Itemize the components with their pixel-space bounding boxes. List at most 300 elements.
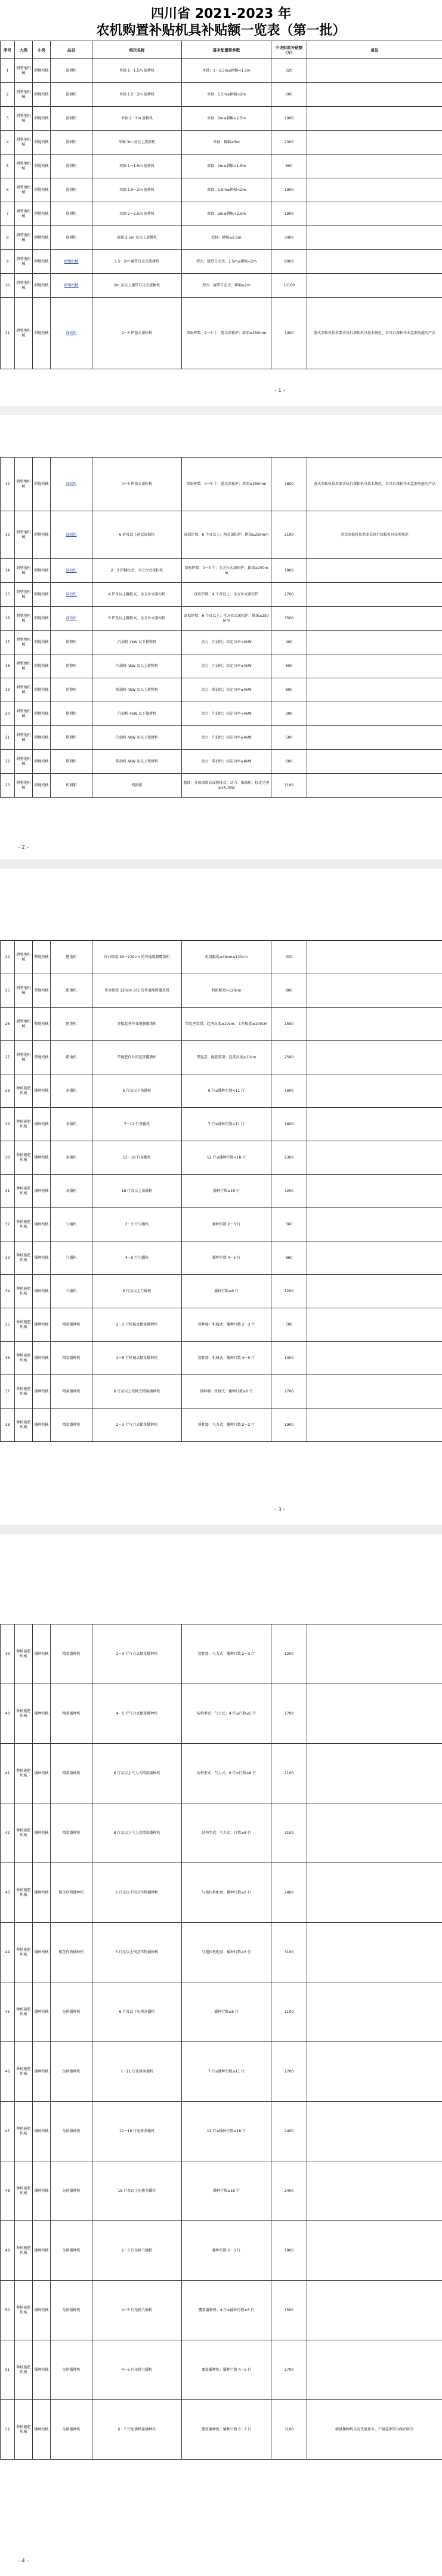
category-cell: 种植施肥机械 xyxy=(15,2340,33,2400)
item-cell: 深松机 xyxy=(51,607,92,631)
table-row xyxy=(1,1141,442,1175)
row-index-cell: 45 xyxy=(1,1982,15,2042)
category-cell: 种植施肥机械 xyxy=(15,1803,33,1863)
category-cell: 耕整地机械 xyxy=(15,702,33,726)
category-cell: 种植施肥机械 xyxy=(15,2161,33,2221)
table-row xyxy=(1,1308,442,1342)
config-params-cell: 与拖拉机配套；播种行数≤2 行 xyxy=(182,1863,271,1923)
subsidy-table-page4 xyxy=(0,1624,442,2460)
grade-name-cell: 宽幅起垄作业地膜覆盖机 xyxy=(92,1008,182,1041)
item-cell: 精量播种机 xyxy=(51,1744,92,1803)
category-cell: 种植施肥机械 xyxy=(15,2042,33,2102)
remarks-cell xyxy=(307,941,442,974)
grade-name-cell: 汽油机 4kW 以下耕整机 xyxy=(92,631,182,654)
subcategory-cell: 整地机械 xyxy=(33,1008,51,1041)
config-params-cell: 播种行数≥18 行 xyxy=(182,1175,271,1208)
header-cell: 小类 xyxy=(33,41,51,59)
config-params-cell: 12 行≤播种行数≤18 行 xyxy=(182,2102,271,2161)
category-cell: 种植施肥机械 xyxy=(15,1982,33,2042)
remarks-cell xyxy=(307,678,442,702)
grade-name-cell: 6～7 行免耕精量播种机 xyxy=(92,2400,182,2460)
subsidy-amount-cell: 1900 xyxy=(271,2221,307,2281)
table-row xyxy=(1,559,442,583)
page-number: - 4 - xyxy=(18,2558,29,2564)
row-index-cell: 25 xyxy=(1,974,15,1008)
grade-name-cell: 双轴 1～1.5m 旋耕机 xyxy=(92,155,182,178)
row-index-cell: 26 xyxy=(1,1008,15,1041)
subcategory-cell: 耕地机械 xyxy=(33,226,51,250)
row-index-cell: 34 xyxy=(1,1275,15,1308)
subsidy-amount-cell: 1700 xyxy=(271,1684,307,1744)
config-params-cell: 排种器：机械式；播种行数≥6 行 xyxy=(182,1375,271,1409)
subsidy-amount-cell: 2700 xyxy=(271,1375,307,1409)
document-page-2 xyxy=(0,415,442,859)
config-params-cell: 单轴；1.5m≤耕幅<2m xyxy=(182,83,271,107)
config-params-cell: 单轴；1～1.5m≤耕幅<1.5m xyxy=(182,59,271,83)
grade-name-cell: 2～3 行免耕穴播机 xyxy=(92,2221,182,2281)
grade-name-cell: 单轴 1.5～2m 旋耕机 xyxy=(92,83,182,107)
subcategory-cell: 耕地机械 xyxy=(33,607,51,631)
subsidy-amount-cell: 600 xyxy=(271,155,307,178)
subsidy-amount-cell: 800 xyxy=(271,974,307,1008)
item-cell: 条播机 xyxy=(51,1108,92,1141)
category-cell: 种植施肥机械 xyxy=(15,1108,33,1141)
document-page-4 xyxy=(0,1534,442,2576)
category-cell: 种植施肥机械 xyxy=(15,2281,33,2340)
subsidy-amount-cell: 1100 xyxy=(271,774,307,798)
subcategory-cell: 播种机械 xyxy=(33,1308,51,1342)
item-cell: 耙地机 xyxy=(51,1008,92,1041)
category-cell: 种植施肥机械 xyxy=(15,1744,33,1803)
remarks-cell: 凿式深松机技术要求执行深松机具技术规范，含具有深松作业监测功能的产品 xyxy=(307,458,442,511)
config-params-cell: 深松铲数：4～5 个；凿式深松铲；耕深≥250mm xyxy=(182,458,271,511)
table-row xyxy=(1,607,442,631)
subcategory-cell: 耕地机械 xyxy=(33,178,51,202)
item-cell: 深松机 xyxy=(51,583,92,607)
item-cell: 根茎作物播种机 xyxy=(51,1863,92,1923)
config-params-cell: 型式：履带自走式；耕幅≥2m xyxy=(182,274,271,298)
item-cell: 机耕船 xyxy=(51,774,92,798)
grade-name-cell: 2～3 行机械式精量播种机 xyxy=(92,1308,182,1342)
row-index-cell: 44 xyxy=(1,1923,15,1982)
category-cell: 种植施肥机械 xyxy=(15,1409,33,1442)
row-index-cell: 19 xyxy=(1,678,15,702)
grade-name-cell: 2～3 行气力式精量播种机 xyxy=(92,1624,182,1684)
subsidy-table-page2 xyxy=(0,457,442,798)
item-cell: 穴播机 xyxy=(51,1208,92,1241)
page-number: - 3 - xyxy=(274,1507,285,1513)
subsidy-amount-cell: 6000 xyxy=(271,250,307,274)
row-index-cell: 6 xyxy=(1,178,15,202)
config-params-cell: 排种器：机械式；播种行数 2～3 行 xyxy=(182,1308,271,1342)
subsidy-amount-cell: 3400 xyxy=(271,226,307,250)
category-cell: 耕整地机械 xyxy=(15,559,33,583)
table-row xyxy=(1,702,442,726)
document-page-1 xyxy=(0,0,442,406)
item-cell: 免耕播种机 xyxy=(51,2161,92,2221)
config-params-cell: 动力：汽油机；标定功率<4kW xyxy=(182,702,271,726)
grade-name-cell: 6 行及以上穴播机 xyxy=(92,1275,182,1308)
item-cell: 深松机 xyxy=(51,559,92,583)
table-row xyxy=(1,274,442,298)
subsidy-amount-cell: 1900 xyxy=(271,559,307,583)
subsidy-table-page3 xyxy=(0,940,442,1442)
category-cell: 耕整地机械 xyxy=(15,458,33,511)
item-cell: 耕整机 xyxy=(51,631,92,654)
document-page-3 xyxy=(0,869,442,1525)
table-row xyxy=(1,2281,442,2340)
config-params-cell: 覆盖播种机；4 行≤播种行数≤5 行 xyxy=(182,2281,271,2340)
remarks-cell xyxy=(307,2281,442,2340)
header-cell: 序号 xyxy=(1,41,15,59)
row-index-cell: 27 xyxy=(1,1041,15,1074)
table-row xyxy=(1,202,442,226)
item-cell: 微耕机 xyxy=(51,726,92,750)
remarks-cell xyxy=(307,274,442,298)
grade-name-cell: 7～11 行免耕条播机 xyxy=(92,2042,182,2102)
category-cell: 耕整地机械 xyxy=(15,250,33,274)
subsidy-amount-cell: 600 xyxy=(271,654,307,678)
item-cell: 旋耕机 xyxy=(51,178,92,202)
subcategory-cell: 耕地机械 xyxy=(33,59,51,83)
subsidy-amount-cell: 3100 xyxy=(271,1923,307,1982)
row-index-cell: 2 xyxy=(1,83,15,107)
category-cell: 耕整地机械 xyxy=(15,107,33,131)
row-index-cell: 30 xyxy=(1,1141,15,1175)
category-cell: 耕整地机械 xyxy=(15,774,33,798)
header-cell: 备注 xyxy=(307,41,442,59)
row-index-cell: 16 xyxy=(1,607,15,631)
subcategory-cell: 耕地机械 xyxy=(33,274,51,298)
subcategory-cell: 耕地机械 xyxy=(33,250,51,274)
grade-name-cell: 4 铲及以上翻松式、全方位式深松机 xyxy=(92,583,182,607)
page-gap xyxy=(0,406,442,415)
subcategory-cell: 耕地机械 xyxy=(33,559,51,583)
table-row xyxy=(1,941,442,974)
category-cell: 耕整地机械 xyxy=(15,83,33,107)
item-cell: 免耕播种机 xyxy=(51,2221,92,2281)
remarks-cell xyxy=(307,2221,442,2281)
subcategory-cell: 耕地机械 xyxy=(33,511,51,559)
page-gap xyxy=(0,1525,442,1534)
grade-name-cell: 18 行及以上免耕条播机 xyxy=(92,2161,182,2221)
category-cell: 种植施肥机械 xyxy=(15,1342,33,1375)
subsidy-amount-cell: 2300 xyxy=(271,1141,307,1175)
row-index-cell: 10 xyxy=(1,274,15,298)
subsidy-amount-cell: 320 xyxy=(271,941,307,974)
config-params-cell: 播种行数 4～5 行 xyxy=(182,1241,271,1275)
table-row xyxy=(1,1008,442,1041)
table-row xyxy=(1,1803,442,1863)
table-row xyxy=(1,2161,442,2221)
subcategory-cell: 播种机械 xyxy=(33,1141,51,1175)
grade-name-cell: 8 行及以上气力式精量播种机 xyxy=(92,1803,182,1863)
subcategory-cell: 耕地机械 xyxy=(33,83,51,107)
config-params-cell: 带起垄、施肥装置；起垄高度≥10cm xyxy=(182,1041,271,1074)
table-row xyxy=(1,750,442,774)
remarks-cell xyxy=(307,654,442,678)
item-cell: 旋耕机 xyxy=(51,107,92,131)
table-row xyxy=(1,83,442,107)
page-number: - 1 - xyxy=(274,388,285,394)
category-cell: 耕整地机械 xyxy=(15,59,33,83)
category-cell: 耕整地机械 xyxy=(15,941,33,974)
remarks-cell xyxy=(307,178,442,202)
remarks-cell xyxy=(307,202,442,226)
row-index-cell: 18 xyxy=(1,654,15,678)
table-row xyxy=(1,107,442,131)
subsidy-amount-cell: 500 xyxy=(271,726,307,750)
subsidy-amount-cell: 1000 xyxy=(271,107,307,131)
remarks-cell xyxy=(307,1684,442,1744)
config-params-cell: 双轴；1.5m≤耕幅<2m xyxy=(182,178,271,202)
category-cell: 耕整地机械 xyxy=(15,654,33,678)
grade-name-cell: 4～5 行气力式精量播种机 xyxy=(92,1684,182,1744)
row-index-cell: 29 xyxy=(1,1108,15,1141)
category-cell: 耕整地机械 xyxy=(15,298,33,369)
item-cell: 旋耕机 xyxy=(51,202,92,226)
row-index-cell: 49 xyxy=(1,2221,15,2281)
category-cell: 耕整地机械 xyxy=(15,1041,33,1074)
category-cell: 种植施肥机械 xyxy=(15,1684,33,1744)
item-cell: 免耕播种机 xyxy=(51,1982,92,2042)
subcategory-cell: 耕地机械 xyxy=(33,155,51,178)
row-index-cell: 21 xyxy=(1,726,15,750)
grade-name-cell: 汽油机 4kW 以下微耕机 xyxy=(92,702,182,726)
category-cell: 种植施肥机械 xyxy=(15,1275,33,1308)
category-cell: 种植施肥机械 xyxy=(15,2400,33,2460)
config-params-cell: 动力：柴油机；标定功率≥4kW xyxy=(182,750,271,774)
remarks-cell xyxy=(307,750,442,774)
remarks-cell xyxy=(307,1175,442,1208)
item-cell: 耙地机 xyxy=(51,974,92,1008)
table-row xyxy=(1,59,442,83)
subcategory-cell: 播种机械 xyxy=(33,1175,51,1208)
subsidy-amount-cell: 1100 xyxy=(271,1982,307,2042)
subcategory-cell: 耕地机械 xyxy=(33,702,51,726)
remarks-cell xyxy=(307,1074,442,1108)
subcategory-cell: 耕地机械 xyxy=(33,107,51,131)
table-row xyxy=(1,1342,442,1375)
category-cell: 耕整地机械 xyxy=(15,226,33,250)
category-cell: 耕整地机械 xyxy=(15,131,33,155)
remarks-cell xyxy=(307,1342,442,1375)
subsidy-amount-cell: 1900 xyxy=(271,202,307,226)
item-cell: 旋耕机 xyxy=(51,131,92,155)
subsidy-amount-cell: 300 xyxy=(271,702,307,726)
category-cell: 耕整地机械 xyxy=(15,511,33,559)
item-cell: 穴播机 xyxy=(51,1275,92,1308)
remarks-cell xyxy=(307,726,442,750)
subcategory-cell: 耕地机械 xyxy=(33,631,51,654)
subsidy-amount-cell: 1600 xyxy=(271,458,307,511)
remarks-cell xyxy=(307,131,442,155)
table-row xyxy=(1,1108,442,1141)
grade-name-cell: 2～3 行穴播机 xyxy=(92,1208,182,1241)
table-row xyxy=(1,1684,442,1744)
item-cell: 精量播种机 xyxy=(51,1342,92,1375)
header-cell: 品目 xyxy=(51,41,92,59)
row-index-cell: 14 xyxy=(1,559,15,583)
remarks-cell: 凿式深松机技术要求执行深松机具技术规范，含具有深松作业监测功能的产品 xyxy=(307,298,442,369)
item-cell: 条播机 xyxy=(51,1141,92,1175)
remarks-cell xyxy=(307,774,442,798)
remarks-cell xyxy=(307,59,442,83)
config-params-cell: 深松铲数：6 个及以上；全方位式深松铲；耕深≥250mm xyxy=(182,607,271,631)
config-params-cell: 双轴；1m≤耕幅<1.5m xyxy=(182,155,271,178)
item-cell: 精量播种机 xyxy=(51,1803,92,1863)
category-cell: 耕整地机械 xyxy=(15,974,33,1008)
row-index-cell: 41 xyxy=(1,1744,15,1803)
subsidy-amount-cell: 600 xyxy=(271,750,307,774)
table-row xyxy=(1,131,442,155)
subcategory-cell: 播种机械 xyxy=(33,1275,51,1308)
grade-name-cell: 4～5 行穴播机 xyxy=(92,1241,182,1275)
subsidy-amount-cell: 1600 xyxy=(271,1074,307,1108)
row-index-cell: 52 xyxy=(1,2400,15,2460)
remarks-cell xyxy=(307,2102,442,2161)
grade-name-cell: 汽油机 4kW 及以上耕整机 xyxy=(92,654,182,678)
table-row xyxy=(1,1923,442,1982)
row-index-cell: 20 xyxy=(1,702,15,726)
grade-name-cell: 4～5 铲凿式深松机 xyxy=(92,458,182,511)
grade-name-cell: 6 铲及以上翻松式、全方位式深松机 xyxy=(92,607,182,631)
row-index-cell: 1 xyxy=(1,59,15,83)
remarks-cell xyxy=(307,2340,442,2400)
category-cell: 耕整地机械 xyxy=(15,155,33,178)
config-params-cell: 覆盖播种机；播种行数 4～5 行 xyxy=(182,2340,271,2400)
table-row xyxy=(1,774,442,798)
row-index-cell: 11 xyxy=(1,298,15,369)
config-params-cell: 深松铲数：2～3 个；凿式深松铲；耕深≥250mm xyxy=(182,298,271,369)
subsidy-amount-cell: 2300 xyxy=(271,131,307,155)
item-cell: 深松机 xyxy=(51,298,92,369)
config-params-cell: 动力：汽油机；标定功率<4kW xyxy=(182,631,271,654)
grade-name-cell: 汽油机 4kW 及以上微耕机 xyxy=(92,726,182,750)
category-cell: 种植施肥机械 xyxy=(15,2221,33,2281)
subcategory-cell: 播种机械 xyxy=(33,2221,51,2281)
row-index-cell: 22 xyxy=(1,750,15,774)
config-params-cell: 单轴；耕幅≥3m xyxy=(182,131,271,155)
subsidy-amount-cell: 600 xyxy=(271,83,307,107)
subsidy-amount-cell: 1900 xyxy=(271,1409,307,1442)
grade-name-cell: 3 行及以上根茎作物播种机 xyxy=(92,1923,182,1982)
grade-name-cell: 4～5 行免耕穴播机 xyxy=(92,2340,182,2400)
subcategory-cell: 耕地机械 xyxy=(33,750,51,774)
grade-name-cell: 2m 及以上履带自走式旋耕机 xyxy=(92,274,182,298)
subcategory-cell: 播种机械 xyxy=(33,2400,51,2460)
remarks-cell xyxy=(307,2161,442,2221)
subcategory-cell: 播种机械 xyxy=(33,1803,51,1863)
table-row xyxy=(1,1409,442,1442)
table-row xyxy=(1,1624,442,1684)
grade-name-cell: 双轴 2～2.5m 旋耕机 xyxy=(92,202,182,226)
subcategory-cell: 播种机械 xyxy=(33,1982,51,2042)
row-index-cell: 13 xyxy=(1,511,15,559)
grade-name-cell: 6 铲及以上凿式深松机 xyxy=(92,511,182,559)
table-row xyxy=(1,2042,442,2102)
remarks-cell xyxy=(307,1008,442,1041)
table-row xyxy=(1,654,442,678)
item-cell: 旋耕机 xyxy=(51,226,92,250)
grade-name-cell: 单轴 3m 及以上旋耕机 xyxy=(92,131,182,155)
subcategory-cell: 播种机械 xyxy=(33,1108,51,1141)
category-cell: 种植施肥机械 xyxy=(15,1241,33,1275)
category-cell: 种植施肥机械 xyxy=(15,1141,33,1175)
subcategory-cell: 播种机械 xyxy=(33,1074,51,1108)
row-index-cell: 40 xyxy=(1,1684,15,1744)
grade-name-cell: 单轴 1～1.5m 旋耕机 xyxy=(92,59,182,83)
category-cell: 耕整地机械 xyxy=(15,583,33,607)
category-cell: 种植施肥机械 xyxy=(15,1308,33,1342)
subsidy-amount-cell: 2100 xyxy=(271,511,307,559)
config-params-cell: 播种行数≤6 行 xyxy=(182,1982,271,2042)
item-cell: 微耕机 xyxy=(51,750,92,774)
table-row xyxy=(1,1375,442,1409)
grade-name-cell: 6 行及以下条播机 xyxy=(92,1074,182,1108)
item-cell: 旋耕机 xyxy=(51,155,92,178)
row-index-cell: 12 xyxy=(1,458,15,511)
header-cell: 大类 xyxy=(15,41,33,59)
table-row xyxy=(1,1744,442,1803)
row-index-cell: 48 xyxy=(1,2161,15,2221)
item-cell: 免耕播种机 xyxy=(51,2102,92,2161)
remarks-cell xyxy=(307,974,442,1008)
remarks-cell xyxy=(307,226,442,250)
item-cell: 耕地机械 xyxy=(51,274,92,298)
row-index-cell: 43 xyxy=(1,1863,15,1923)
config-params-cell: 船体：分体钢制式或整体式；动力：柴油机；标定功率≥14.7kW xyxy=(182,774,271,798)
category-cell: 耕整地机械 xyxy=(15,631,33,654)
config-params-cell: 双轴；2m≤耕幅<2.5m xyxy=(182,202,271,226)
item-cell: 穴播机 xyxy=(51,1241,92,1275)
subcategory-cell: 播种机械 xyxy=(33,1241,51,1275)
config-params-cell: 排种器：机械式；播种行数 4～5 行 xyxy=(182,1342,271,1375)
subsidy-amount-cell: 1300 xyxy=(271,1342,307,1375)
subcategory-cell: 耕地机械 xyxy=(33,298,51,369)
subsidy-amount-cell: 2500 xyxy=(271,1041,307,1074)
item-cell: 旋耕机 xyxy=(51,83,92,107)
subsidy-amount-cell: 1700 xyxy=(271,2042,307,2102)
subsidy-amount-cell: 1200 xyxy=(271,1275,307,1308)
grade-name-cell: 18 行及以上条播机 xyxy=(92,1175,182,1208)
config-params-cell: 机组幅宽≥40cm≤120cm xyxy=(182,941,271,974)
subcategory-cell: 播种机械 xyxy=(33,1342,51,1375)
grade-name-cell: 4～5 行免耕穴播机 xyxy=(92,2281,182,2340)
remarks-cell xyxy=(307,2042,442,2102)
subcategory-cell: 播种机械 xyxy=(33,2042,51,2102)
table-header-row xyxy=(1,41,442,59)
subcategory-cell: 播种机械 xyxy=(33,1684,51,1744)
item-cell: 耕整机 xyxy=(51,654,92,678)
grade-name-cell: 2～3 行气力式精量播种机 xyxy=(92,1409,182,1442)
remarks-cell: 凿式深松机技术要求执行深松机具技术规范 xyxy=(307,511,442,559)
category-cell: 耕整地机械 xyxy=(15,274,33,298)
item-cell: 精量播种机 xyxy=(51,1409,92,1442)
config-params-cell: 排种器：气力式；播种行数 2～3 行 xyxy=(182,1409,271,1442)
page-number: - 2 - xyxy=(18,845,29,851)
remarks-cell xyxy=(307,1982,442,2042)
remarks-cell xyxy=(307,1041,442,1074)
table-row xyxy=(1,1074,442,1108)
subsidy-amount-cell: 3200 xyxy=(271,1175,307,1208)
item-cell: 精量播种机 xyxy=(51,1375,92,1409)
grade-name-cell: 12～18 行免耕条播机 xyxy=(92,2102,182,2161)
table-row xyxy=(1,178,442,202)
table-row xyxy=(1,2340,442,2400)
subcategory-cell: 耕地机械 xyxy=(33,654,51,678)
config-params-cell: 播种行数≥6 行 xyxy=(182,1275,271,1308)
